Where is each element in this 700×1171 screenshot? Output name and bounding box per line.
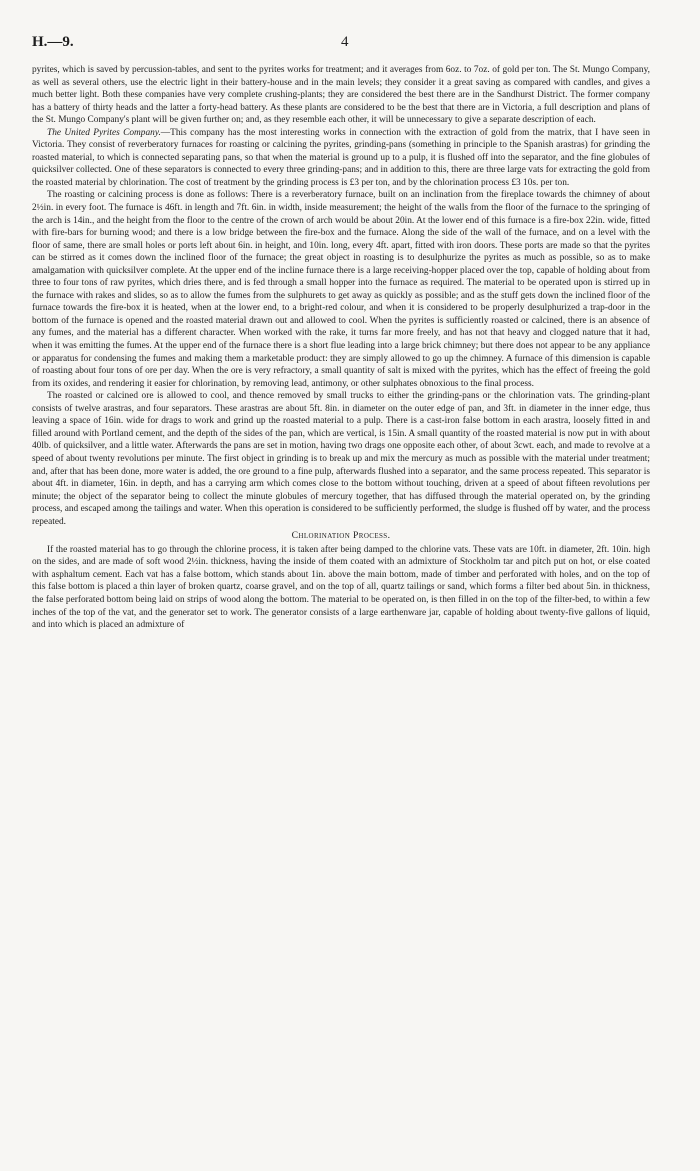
page-header bbox=[32, 34, 668, 54]
document-body bbox=[32, 64, 650, 632]
paragraph-roasting-process: The roasting or calcining process is done as follows: There is a reverberatory furnace, built on an inclination from the fireplace towards the chimney of about 2½in. in every foot. The furnace is 46ft. in length and 7ft. 6in. in width, inside measurement; the height of the walls from the floor of the furnace to the springing of the arch is 14in., and the height from the floor to the centre of the crown of arch would be about 20in. At the lower end of this furnace is a fire-box 22in. wide, fitted with fire-bars for burning wood; and there is a low bridge between the fire-box and the furnace. Along the side of the wall of the furnace, and on a level with the floor of same, there are small holes or ports left about 6in. in height, and 10in. long, every 4ft. apart, fitted with iron doors. These ports are made so that the pyrites can be stirred as it comes down the inclined floor of the furnace; the great object in roasting is to desulphurize the pyrites as much as possible, so as to make amalgamation with quicksilver complete. At the upper end of the incline furnace there is a large receiving-hopper placed over the top, capable of holding about from three to four tons of raw pyrites, which dries there, and is fed through a small hopper into the furnace as required. The material to be operated upon is stirred up in the furnace with rakes and slides, so as to allow the fumes from the sulphurets to get away as quickly as possible; and as the stuff gets down the inclined floor of the furnace towards the fire-box it is heated, when at the lower end, to a bright-red colour, and when it is considered to be properly desulphurized a trap-door in the bottom of the furnace is opened and the roasted material drawn out and allowed to cool. When the pyrites is sufficiently roasted or calcined, there is an absence of any fumes, and the material has a different character. When worked with the rake, it turns far more freely, and has not that heavy and clogged nature that it had, when it was emitting the fumes. At the upper end of the furnace there is a short flue leading into a large brick chimney; but there does not appear to be any appliance or apparatus for condensing the fumes and making them a marketable product: they are simply allowed to go up the chimney. A furnace of this dimension is capable of roasting about four tons of ore per day. When the ore is very refractory, a small quantity of salt is mixed with the pyrites, which has the effect of freeing the gold from its oxides, and rendering it easier for chlorination, by removing lead, antimony, or other sulphates obnoxious to the final process. bbox=[32, 190, 650, 389]
paragraph-chlorine-vats: If the roasted material has to go through the chlorine process, it is taken after being damped to the chlorine vats. These vats are 10ft. in diameter, 2ft. 10in. high on the sides, and are made of soft wood 2½in. thickness, having the inside of them coated with an admixture of Stockholm tar and pitch put on hot, or else coated with asphaltum cement. Each vat has a false bottom, which stands about 1in. above the main bottom, made of timber and perforated with holes, and on the top of this false bottom is placed a thin layer of broken quartz, coarse gravel, and on the top of all, quartz tailings or sand, which forms a filter bed about 5in. in thickness, the false perforated bottom being laid on strips of wood along the bottom. The material to be operated on, is then filled in on the top of the filter-bed, to within a few inches of the top of the vat, and the generator set to work. The generator consists of a large earthenware jar, capable of holding about twenty-five gallons of liquid, and into which is placed an admixture of bbox=[32, 544, 650, 631]
paragraph-united-pyrites-text: —This company has the most interesting works in connection with the extraction of gold from the matrix, that I have seen in Victoria. They consist of reverberatory furnaces for roasting or calcining the pyrites, grinding-pans (something in principle to the Spanish arastras) for grinding the roasted material, to which is connected separating pans, so that when the material is ground up to a pulp, it is flushed off into the separator, and the fine globules of quicksilver collected. One of these separators is connected to every three grinding-pans; and in addition to this, there are three large vats for extracting the gold from the roasted material by chlorination. The cost of treatment by the grinding process is £3 per ton, and by the chlorination process £3 10s. per ton. bbox=[32, 127, 650, 188]
company-name-lead: The United Pyrites Company. bbox=[47, 127, 161, 138]
paragraph-grinding-plant: The roasted or calcined ore is allowed to cool, and thence removed by small trucks to either the grinding-pans or the chlorination vats. The grinding-plant consists of twelve arastras, and four separators. These arastras are about 5ft. 8in. in diameter on the outer edge of pan, and 3ft. in diameter in the inner edge, thus leaving a space of 16in. wide for drags to work and grind up the roasted material to a pulp. There is a cast-iron false bottom in each arastra, loosely fitted in and filled around with Portland cement, and the depth of the sides of the pan, which are vertical, is 15in. A small quantity of the roasted material is now put in with about 40lb. of quicksilver, and a little water. Afterwards the pans are set in motion, having two drags one opposite each other, of about 3cwt. each, and made to revolve at a speed of about twenty revolutions per minute. The first object in grinding is to break up and mix the mercury as much as possible with the material under treatment; and, after that has been done, more water is added, the ore ground to a fine pulp, afterwards flushed into a separator, and the same process repeated. This separator is about 4ft. in diameter, 16in. in depth, and has a carrying arm which comes close to the bottom without touching, driven at a speed of about fifteen revolutions per minute; the object of the separator being to collect the minute globules of mercury together, that has diffused through the material operated on, by the grinding process, and escaped among the tailings and water. When this operation is considered to be sufficiently performed, the sludge is flushed off by water, and the process repeated. bbox=[32, 391, 650, 527]
section-heading-chlorination: Chlorination Process. bbox=[291, 530, 391, 542]
paragraph-united-pyrites bbox=[32, 127, 650, 190]
paragraph-st-mungo: pyrites, which is saved by percussion-tables, and sent to the pyrites works for treatment; and it averages from 6oz. to 7oz. of gold per ton. The St. Mungo Company, as well as several others, use the electric light in their battery-house and in the main levels; they consider it a great saving as compared with candles, and gives a much better light. Both these companies have very complete crushing-plants; they are considered the best there are in the Sandhurst District. The former company has a battery of thirty heads and the latter a forty-head battery. As these plants are considered to be the best that there are in Victoria, a full description and plans of the St. Mungo Company's plant will be given further on; and, as they resemble each other, it will be unnecessary to give a separate description of each. bbox=[32, 65, 650, 126]
page-number: 4 bbox=[341, 34, 349, 50]
report-reference: H.—9. bbox=[32, 34, 74, 50]
